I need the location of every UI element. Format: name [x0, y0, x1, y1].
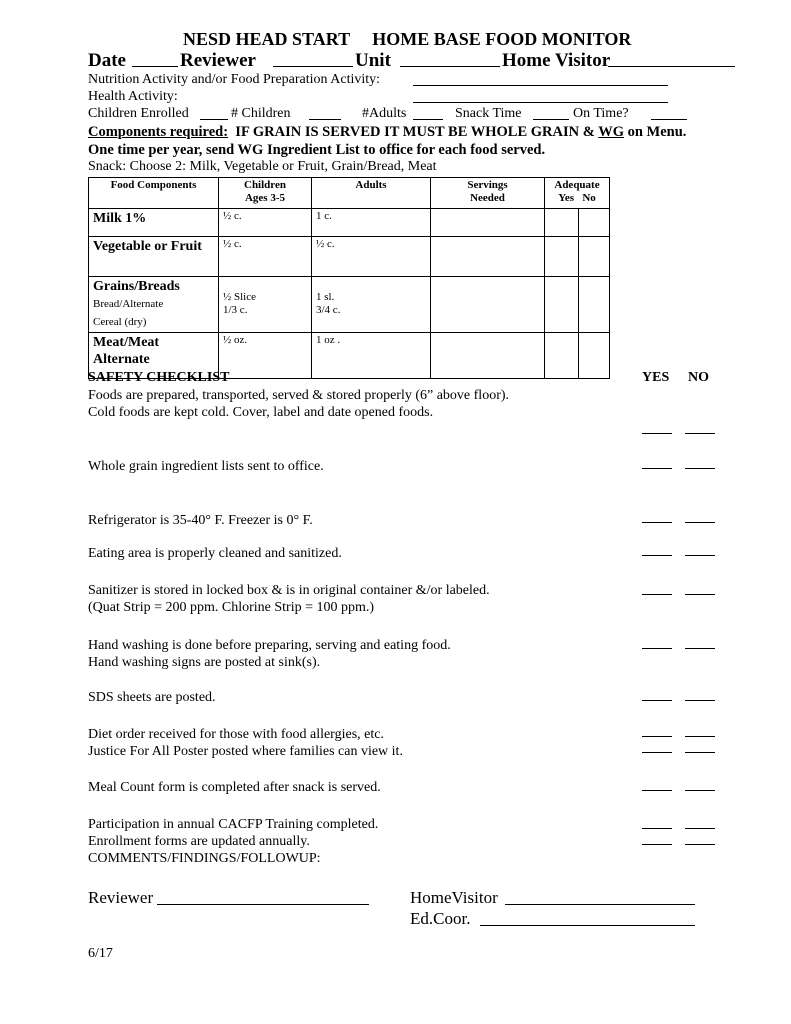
reviewer-signature-label: Reviewer: [88, 888, 154, 907]
no-answer-blank[interactable]: [685, 736, 715, 737]
safety-checklist-title: SAFETY CHECKLIST: [88, 370, 230, 385]
unit-field[interactable]: [400, 66, 500, 67]
home-visitor-field[interactable]: [608, 66, 735, 67]
no-answer-blank[interactable]: [685, 828, 715, 829]
adults-amount: [312, 277, 431, 333]
servings-cell[interactable]: [431, 333, 545, 379]
yes-answer-blank[interactable]: [642, 828, 672, 829]
no-answer-blank[interactable]: [685, 522, 715, 523]
home-visitor-signature-label: HomeVisitor: [410, 888, 498, 907]
header-servings: [431, 178, 545, 209]
yes-answer-blank[interactable]: [642, 522, 672, 523]
checklist-item: Whole grain ingredient lists sent to office.: [88, 459, 324, 474]
no-answer-blank[interactable]: [685, 648, 715, 649]
children-amount: ½ c.: [219, 209, 312, 237]
unit-label: Unit: [355, 50, 391, 71]
snack-time-field[interactable]: [533, 119, 569, 120]
servings-cell[interactable]: [431, 209, 545, 237]
component-name: Vegetable or Fruit: [89, 237, 219, 277]
children-amount: ½ c.: [219, 237, 312, 277]
checklist-item: (Quat Strip = 200 ppm. Chlorine Strip = 100 ppm.): [88, 600, 375, 615]
checklist-item: Justice For All Poster posted where families can view it.: [88, 744, 403, 759]
adults-amount: ½ c.: [312, 237, 431, 277]
snack-instructions: Snack: Choose 2: Milk, Vegetable or Fruit, Grain/Bread, Meat: [88, 159, 437, 174]
yes-answer-blank[interactable]: [642, 555, 672, 556]
no-answer-blank[interactable]: [685, 433, 715, 434]
servings-cell[interactable]: [431, 237, 545, 277]
header-food-components: Food Components: [89, 178, 219, 209]
checklist-item: Sanitizer is stored in locked box & is in original container &/or labeled.: [88, 583, 490, 598]
header-adequate: [545, 178, 610, 209]
component-name: Meat/Meat Alternate: [89, 333, 219, 379]
amount: ½ Slice: [223, 291, 256, 303]
adults-label: #Adults: [362, 106, 407, 121]
checklist-item: COMMENTS/FINDINGS/FOLLOWUP:: [88, 851, 321, 866]
date-label: Date: [88, 50, 126, 71]
home-visitor-signature-field[interactable]: [505, 904, 695, 905]
header-children-label: Children: [244, 179, 286, 191]
checklist-item: Diet order received for those with food allergies, etc.: [88, 727, 384, 742]
checklist-item: Eating area is properly cleaned and sanitized.: [88, 546, 342, 561]
checklist-item: Enrollment forms are updated annually.: [88, 834, 310, 849]
reviewer-field[interactable]: [273, 66, 353, 67]
on-time-label: On Time?: [573, 106, 629, 121]
header-no: No: [582, 192, 596, 204]
yes-answer-blank[interactable]: [642, 468, 672, 469]
yes-answer-blank[interactable]: [642, 736, 672, 737]
yes-cell[interactable]: [545, 277, 579, 333]
header-children: [219, 178, 312, 209]
yes-cell[interactable]: [545, 333, 579, 379]
checklist-item: SDS sheets are posted.: [88, 690, 216, 705]
checklist-item: Foods are prepared, transported, served & stored properly (6” above floor).: [88, 388, 510, 403]
no-cell[interactable]: [579, 333, 610, 379]
components-label: Components required:: [88, 124, 229, 140]
children-field[interactable]: [309, 119, 341, 120]
checklist-item: Cold foods are kept cold. Cover, label and date opened foods.: [88, 405, 434, 420]
no-answer-blank[interactable]: [685, 790, 715, 791]
nutrition-label: Nutrition Activity and/or Food Preparation Activity:: [88, 72, 381, 87]
date-field[interactable]: [132, 66, 178, 67]
nutrition-field[interactable]: [413, 85, 668, 86]
yes-answer-blank[interactable]: [642, 594, 672, 595]
header-adequate-label: Adequate: [554, 179, 600, 191]
yes-answer-blank[interactable]: [642, 844, 672, 845]
header-yes: Yes: [558, 192, 575, 204]
reviewer-signature-field[interactable]: [157, 904, 369, 905]
components-notice: [88, 124, 686, 140]
no-answer-blank[interactable]: [685, 700, 715, 701]
component-sub: Bread/Alternate: [93, 298, 164, 310]
servings-cell[interactable]: [431, 277, 545, 333]
amount: 3/4 c.: [316, 304, 341, 316]
yes-cell[interactable]: [545, 209, 579, 237]
yes-column-label: YES: [642, 370, 670, 385]
checklist-item: Meal Count form is completed after snack is served.: [88, 780, 381, 795]
header-servings-label: Servings: [467, 179, 508, 191]
reviewer-label: Reviewer: [180, 50, 256, 71]
component-name: Milk 1%: [89, 209, 219, 237]
home-visitor-label: Home Visitor: [502, 50, 611, 71]
children-enrolled-field[interactable]: [200, 119, 228, 120]
snack-time-label: Snack Time: [455, 106, 522, 121]
table-row: [89, 277, 610, 333]
on-menu-text: on Menu.: [627, 124, 687, 140]
no-cell[interactable]: [579, 209, 610, 237]
table-row: [89, 209, 610, 237]
checklist-item: Hand washing is done before preparing, serving and eating food.: [88, 638, 451, 653]
yes-answer-blank[interactable]: [642, 700, 672, 701]
form-version: 6/17: [88, 946, 113, 961]
checklist-item: Refrigerator is 35-40° F. Freezer is 0° F.: [88, 513, 313, 528]
header-servings-needed: Needed: [470, 192, 505, 204]
no-column-label: NO: [688, 370, 709, 385]
no-cell[interactable]: [579, 277, 610, 333]
yes-answer-blank[interactable]: [642, 433, 672, 434]
component-name-text: Grains/Breads: [93, 279, 180, 294]
form-title: NESD HEAD START HOME BASE FOOD MONITOR: [183, 29, 632, 49]
ed-coor-signature-label: Ed.Coor.: [410, 909, 471, 928]
one-time-notice: One time per year, send WG Ingredient List to office for each food served.: [88, 142, 546, 158]
adults-amount: 1 oz .: [312, 333, 431, 379]
no-answer-blank[interactable]: [685, 844, 715, 845]
component-sub: Cereal (dry): [93, 316, 147, 328]
health-field[interactable]: [413, 102, 668, 103]
no-answer-blank[interactable]: [685, 594, 715, 595]
yes-answer-blank[interactable]: [642, 790, 672, 791]
amount: 1/3 c.: [223, 304, 248, 316]
no-answer-blank[interactable]: [685, 752, 715, 753]
yes-answer-blank[interactable]: [642, 752, 672, 753]
header-children-ages: Ages 3-5: [244, 192, 286, 204]
checklist-item: Hand washing signs are posted at sink(s).: [88, 655, 321, 670]
wg-label: WG: [598, 124, 624, 140]
no-cell[interactable]: [579, 237, 610, 277]
children-label: # Children: [231, 106, 291, 121]
yes-answer-blank[interactable]: [642, 648, 672, 649]
table-row: [89, 237, 610, 277]
components-text: IF GRAIN IS SERVED IT MUST BE WHOLE GRAIN &: [235, 124, 595, 140]
adults-amount: 1 c.: [312, 209, 431, 237]
children-amount: ½ oz.: [219, 333, 312, 379]
checklist-item: Participation in annual CACFP Training completed.: [88, 817, 379, 832]
header-adults: Adults: [312, 178, 431, 209]
component-name: [89, 277, 219, 333]
amount: 1 sl.: [316, 291, 335, 303]
adults-field[interactable]: [413, 119, 443, 120]
children-amount: [219, 277, 312, 333]
yes-cell[interactable]: [545, 237, 579, 277]
no-answer-blank[interactable]: [685, 468, 715, 469]
no-answer-blank[interactable]: [685, 555, 715, 556]
children-enrolled-label: Children Enrolled: [88, 106, 189, 121]
health-label: Health Activity:: [88, 89, 178, 104]
ed-coor-signature-field[interactable]: [480, 925, 695, 926]
on-time-field[interactable]: [651, 119, 687, 120]
food-components-table: [88, 177, 610, 379]
